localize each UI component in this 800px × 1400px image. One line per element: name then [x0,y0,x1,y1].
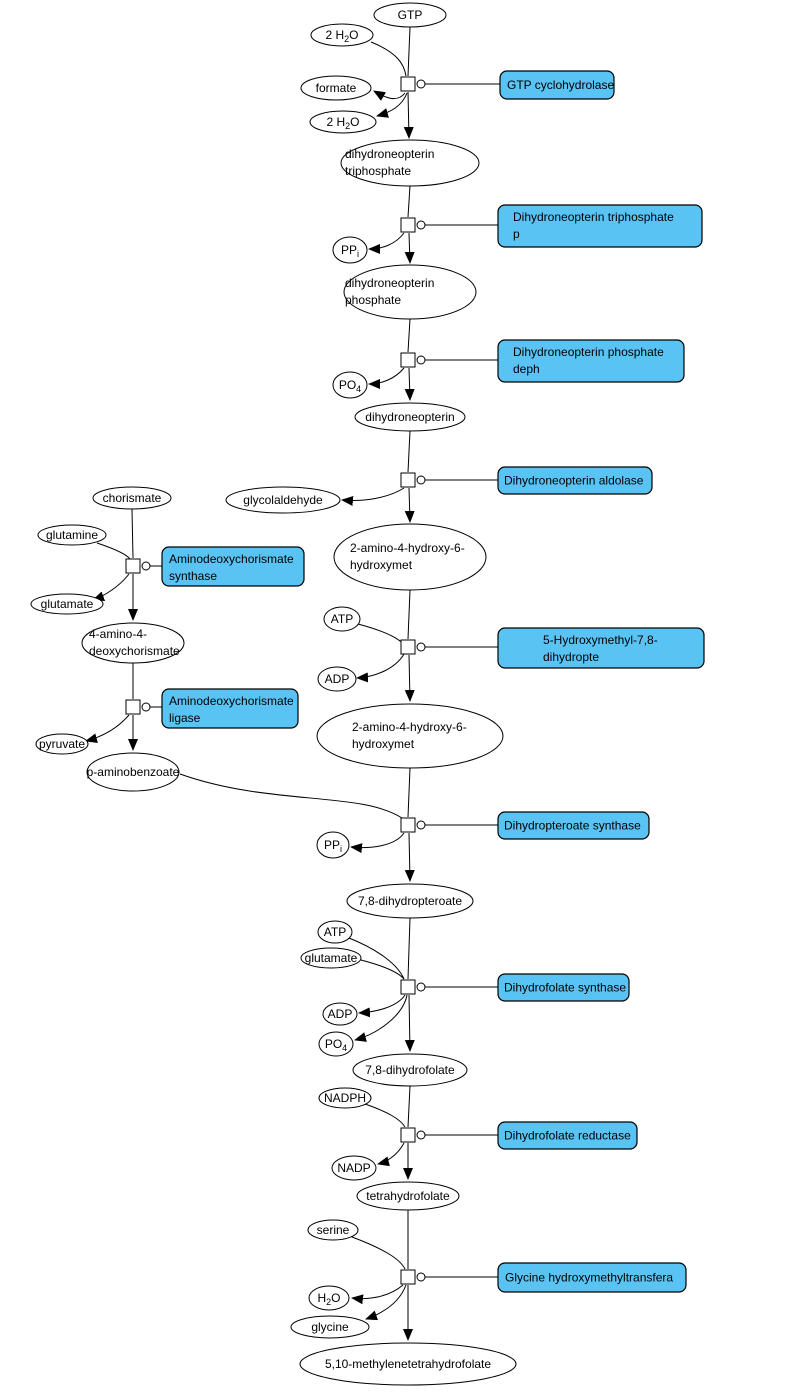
edge-gtp-r1 [408,27,410,76]
edge-r11-h2o [352,1285,403,1299]
metabolite-amino-hydroxy-2[interactable] [317,704,503,768]
reaction-square-r11[interactable] [401,1270,415,1284]
metabolite-dihydrofolate[interactable] [353,1054,467,1086]
edge-serine-r11 [352,1237,405,1269]
edge-r6-pyruvate [86,715,129,741]
metabolite-gtp[interactable] [374,3,446,27]
enzyme-label-glycine-hydroxymethyltransferase: Glycine hydroxymethyltransfera [505,1270,674,1285]
metabolite-label-p-aminobenzoate: p-aminobenzoate [86,765,180,779]
edge-r9-dhf [409,995,410,1051]
metabolite-label-atp-1: ATP [330,612,354,626]
reaction-port-r5[interactable] [142,562,150,570]
edge-r11-glycine [366,1285,406,1319]
edge-r7-amino2 [409,655,410,701]
enzyme-dihydroneopterin-triphosphate-p[interactable] [498,205,702,247]
edge-nadph-r10 [365,1104,405,1127]
metabolite-po4-1[interactable] [333,372,367,398]
edge-r1-dntp [408,92,409,138]
reaction-port-r4[interactable] [417,476,425,484]
enzyme-dihydrofolate-synthase[interactable] [498,974,629,1001]
reaction-square-r10[interactable] [401,1128,415,1142]
reaction-port-r2[interactable] [417,221,425,229]
edge-atp1-r7 [358,624,404,645]
metabolite-nadp[interactable] [332,1156,376,1180]
reaction-port-r7[interactable] [417,643,425,651]
edge-r9-po42 [355,995,407,1040]
edge-water1-r1 [371,42,406,76]
reaction-r7[interactable] [401,640,425,654]
enzyme-glycine-hydroxymethyltransferase[interactable] [498,1263,686,1292]
reaction-port-r9[interactable] [417,983,425,991]
metabolite-label-nadp: NADP [337,1161,371,1175]
metabolite-label-po4-1: $PO_4$ [338,378,362,394]
edge-r3-dn [409,368,410,400]
metabolite-label-tetrahydrofolate: tetrahydrofolate [366,1189,450,1203]
edge-dhpt-r9 [408,918,410,979]
metabolite-label-dihydroneopterin: dihydroneopterin [365,410,455,424]
enzyme-label-aminodeoxychorismate-ligase: Aminodeoxychorismate ligase [169,694,294,725]
reaction-r9[interactable] [401,980,425,994]
edge-r8-dhpt [409,833,410,881]
metabolite-adp-2[interactable] [323,1003,357,1025]
reaction-port-r10[interactable] [417,1131,425,1139]
metabolite-label-glutamate-1: glutamate [40,597,94,611]
reaction-r1[interactable] [401,77,425,91]
metabolite-adp-1[interactable] [318,667,356,691]
edge-r3-po41 [369,368,404,384]
metabolite-h2o[interactable] [309,1286,349,1310]
enzyme-dihydroneopterin-aldolase[interactable] [498,467,652,494]
metabolite-label-ppi-2: $PP_i$ [323,838,343,854]
metabolite-label-pyruvate: pyruvate [38,737,86,751]
reaction-r10[interactable] [401,1128,425,1142]
reaction-port-r11[interactable] [417,1273,425,1281]
metabolite-glutamate-1[interactable] [31,594,103,614]
metabolite-label-ppi-1: $PP_i$ [340,243,360,259]
edge-amino2-r8 [408,768,410,817]
metabolite-pyruvate[interactable] [36,734,88,754]
edge-pab-r8 [180,774,402,818]
edge-layer [86,27,410,1340]
enzyme-dihydrofolate-reductase[interactable] [498,1122,637,1149]
metabolite-label-h2o: $H_2O$ [317,1291,341,1307]
metabolite-label-nadph: NADPH [323,1091,367,1105]
edge-r4-glycolaldehyde [342,488,404,501]
metabolite-dihydroneopterin-phosphate[interactable] [344,265,476,319]
metabolite-label-amino-deoxychorismate: 4-amino-4-deoxychorismate [89,627,180,658]
metabolite-dihydroneopterin[interactable] [355,403,465,431]
edge-r1-formate [374,91,405,99]
enzyme-label-dihydroneopterin-aldolase: Dihydroneopterin aldolase [504,473,644,488]
reaction-r4[interactable] [401,473,425,487]
edge-r7-adp1 [357,654,404,678]
reaction-port-r8[interactable] [417,821,425,829]
metabolite-label-glutamine: glutamine [45,528,99,542]
metabolite-dihydroneopterin-triphosphate[interactable] [341,140,479,186]
metabolite-amino-hydroxy-1[interactable] [334,524,486,590]
metabolite-label-chorismate: chorismate [102,491,162,505]
reaction-r6[interactable] [126,700,150,714]
reaction-layer [126,77,425,1284]
metabolite-nadph[interactable] [319,1088,371,1108]
enzyme-hydroxymethyl-dihydropteridine[interactable] [498,628,704,668]
enzyme-dihydropteroate-synthase[interactable] [498,812,649,839]
reaction-port-r3[interactable] [417,356,425,364]
metabolite-label-dihydropteroate: 7,8-dihydropteroate [357,894,463,908]
enzyme-label-dihydrofolate-reductase: Dihydrofolate reductase [504,1128,631,1143]
metabolite-label-gtp: GTP [397,8,423,22]
metabolite-water-1[interactable] [311,24,373,46]
reaction-square-r9[interactable] [401,980,415,994]
metabolite-label-dihydrofolate: 7,8-dihydrofolate [365,1063,455,1077]
metabolite-glycine[interactable] [291,1316,369,1338]
reaction-square-r4[interactable] [401,473,415,487]
metabolite-tetrahydrofolate[interactable] [357,1182,459,1210]
enzyme-label-aminodeoxychorismate-synthase: Aminodeoxychorismate synthase [169,552,294,583]
enzyme-label-dihydropteroate-synthase: Dihydropteroate synthase [504,818,641,833]
reaction-r8[interactable] [401,818,425,832]
metabolite-label-water-2: 2 $H_2O$ [326,115,360,131]
metabolite-dihydropteroate[interactable] [347,884,473,918]
metabolite-water-2[interactable] [310,111,376,133]
metabolite-glutamate-2[interactable] [301,948,361,968]
reaction-square-r1[interactable] [401,77,415,91]
metabolite-label-adp-1: ADP [324,672,350,686]
metabolite-ellipse-amino-hydroxy-2[interactable] [317,704,503,768]
metabolite-label-serine: serine [316,1223,350,1237]
metabolite-chorismate[interactable] [93,487,171,509]
edge-r5-glutamate1 [93,574,129,600]
metabolite-p-aminobenzoate[interactable] [87,753,180,791]
metabolite-label-dihydroneopterin-triphosphate: dihydroneopterin triphosphate [345,147,435,178]
metabolite-glycolaldehyde[interactable] [226,487,340,513]
metabolite-glutamine[interactable] [38,525,106,545]
reaction-r11[interactable] [401,1270,425,1284]
metabolite-label-adp-2: ADP [327,1007,353,1021]
metabolite-label-glycine: glycine [311,1320,349,1334]
enzyme-label-dihydroneopterin-triphosphate-p: Dihydroneopterin triphosphate p [513,210,674,241]
edge-r10-nadp [378,1143,404,1164]
reaction-square-r8[interactable] [401,818,415,832]
metabolite-label-formate: formate [315,81,357,95]
metabolite-label-glycolaldehyde: glycolaldehyde [243,493,323,507]
metabolite-po4-2[interactable] [319,1032,353,1056]
metabolite-atp-2[interactable] [318,921,352,943]
metabolite-ppi-2[interactable] [317,832,349,858]
enzyme-label-hydroxymethyl-dihydropteridine: 5-Hydroxymethyl-7,8-dihydropte [543,633,658,664]
edge-chorismate-r5 [132,509,133,558]
reaction-square-r7[interactable] [401,640,415,654]
edge-glutamine-r5 [97,543,130,559]
edge-dn-r4 [408,431,410,472]
edge-r1-water2 [377,93,407,116]
reaction-r3[interactable] [401,353,425,367]
reaction-port-r6[interactable] [142,703,150,711]
metabolite-label-amino-hydroxy-1: 2-amino-4-hydroxy-6-hydroxymet [350,541,465,572]
enzyme-aminodeoxychorismate-synthase[interactable] [162,547,304,586]
enzyme-gtp-cyclohydrolase[interactable] [500,71,614,99]
edge-r2-ppi1 [369,233,404,249]
reaction-square-r2[interactable] [401,218,415,232]
edge-amino1-r7 [408,590,410,639]
enzyme-dihydroneopterin-phosphate-deph[interactable] [498,340,684,382]
metabolite-label-amino-hydroxy-2: 2-amino-4-hydroxy-6-hydroxymet [352,720,467,751]
reaction-square-r5[interactable] [126,559,140,573]
edge-r4-amino1 [409,488,410,522]
metabolite-amino-deoxychorismate[interactable] [82,623,184,663]
reaction-square-r6[interactable] [126,700,140,714]
edge-r8-ppi2 [351,833,404,848]
enzyme-label-dihydroneopterin-phosphate-deph: Dihydroneopterin phosphate deph [513,345,664,376]
metabolite-serine[interactable] [308,1220,358,1240]
metabolite-ellipse-dihydroneopterin-phosphate[interactable] [344,265,476,319]
metabolite-formate[interactable] [301,76,371,100]
metabolite-label-glutamate-2: glutamate [304,951,358,965]
metabolite-methylene-thf[interactable] [300,1343,516,1385]
enzyme-layer [162,71,704,1292]
metabolite-atp-1[interactable] [324,607,360,631]
metabolite-label-dihydroneopterin-phosphate: dihydroneopterin phosphate [345,276,435,307]
metabolite-label-atp-2: ATP [323,925,347,939]
edge-dntp-r2 [408,186,410,217]
edge-dnp-r3 [408,319,410,352]
metabolite-ppi-1[interactable] [333,237,367,263]
metabolite-label-water-1: 2 $H_2O$ [325,28,359,44]
reaction-port-r1[interactable] [417,80,425,88]
enzyme-aminodeoxychorismate-ligase[interactable] [162,689,298,728]
metabolite-label-methylene-thf: 5,10-methylenetetrahydrofolate [324,1357,492,1371]
edge-dhf-r10 [408,1086,410,1127]
reaction-square-r3[interactable] [401,353,415,367]
metabolite-ellipse-amino-hydroxy-1[interactable] [334,524,486,590]
edge-r2-dnp [409,233,410,263]
enzyme-label-gtp-cyclohydrolase: GTP cyclohydrolase [507,78,615,92]
reaction-r2[interactable] [401,218,425,232]
enzyme-label-dihydrofolate-synthase: Dihydrofolate synthase [504,980,627,995]
reaction-r5[interactable] [126,559,150,573]
metabolite-label-po4-2: $PO_4$ [324,1037,348,1053]
edge-r9-adp2 [359,995,405,1013]
